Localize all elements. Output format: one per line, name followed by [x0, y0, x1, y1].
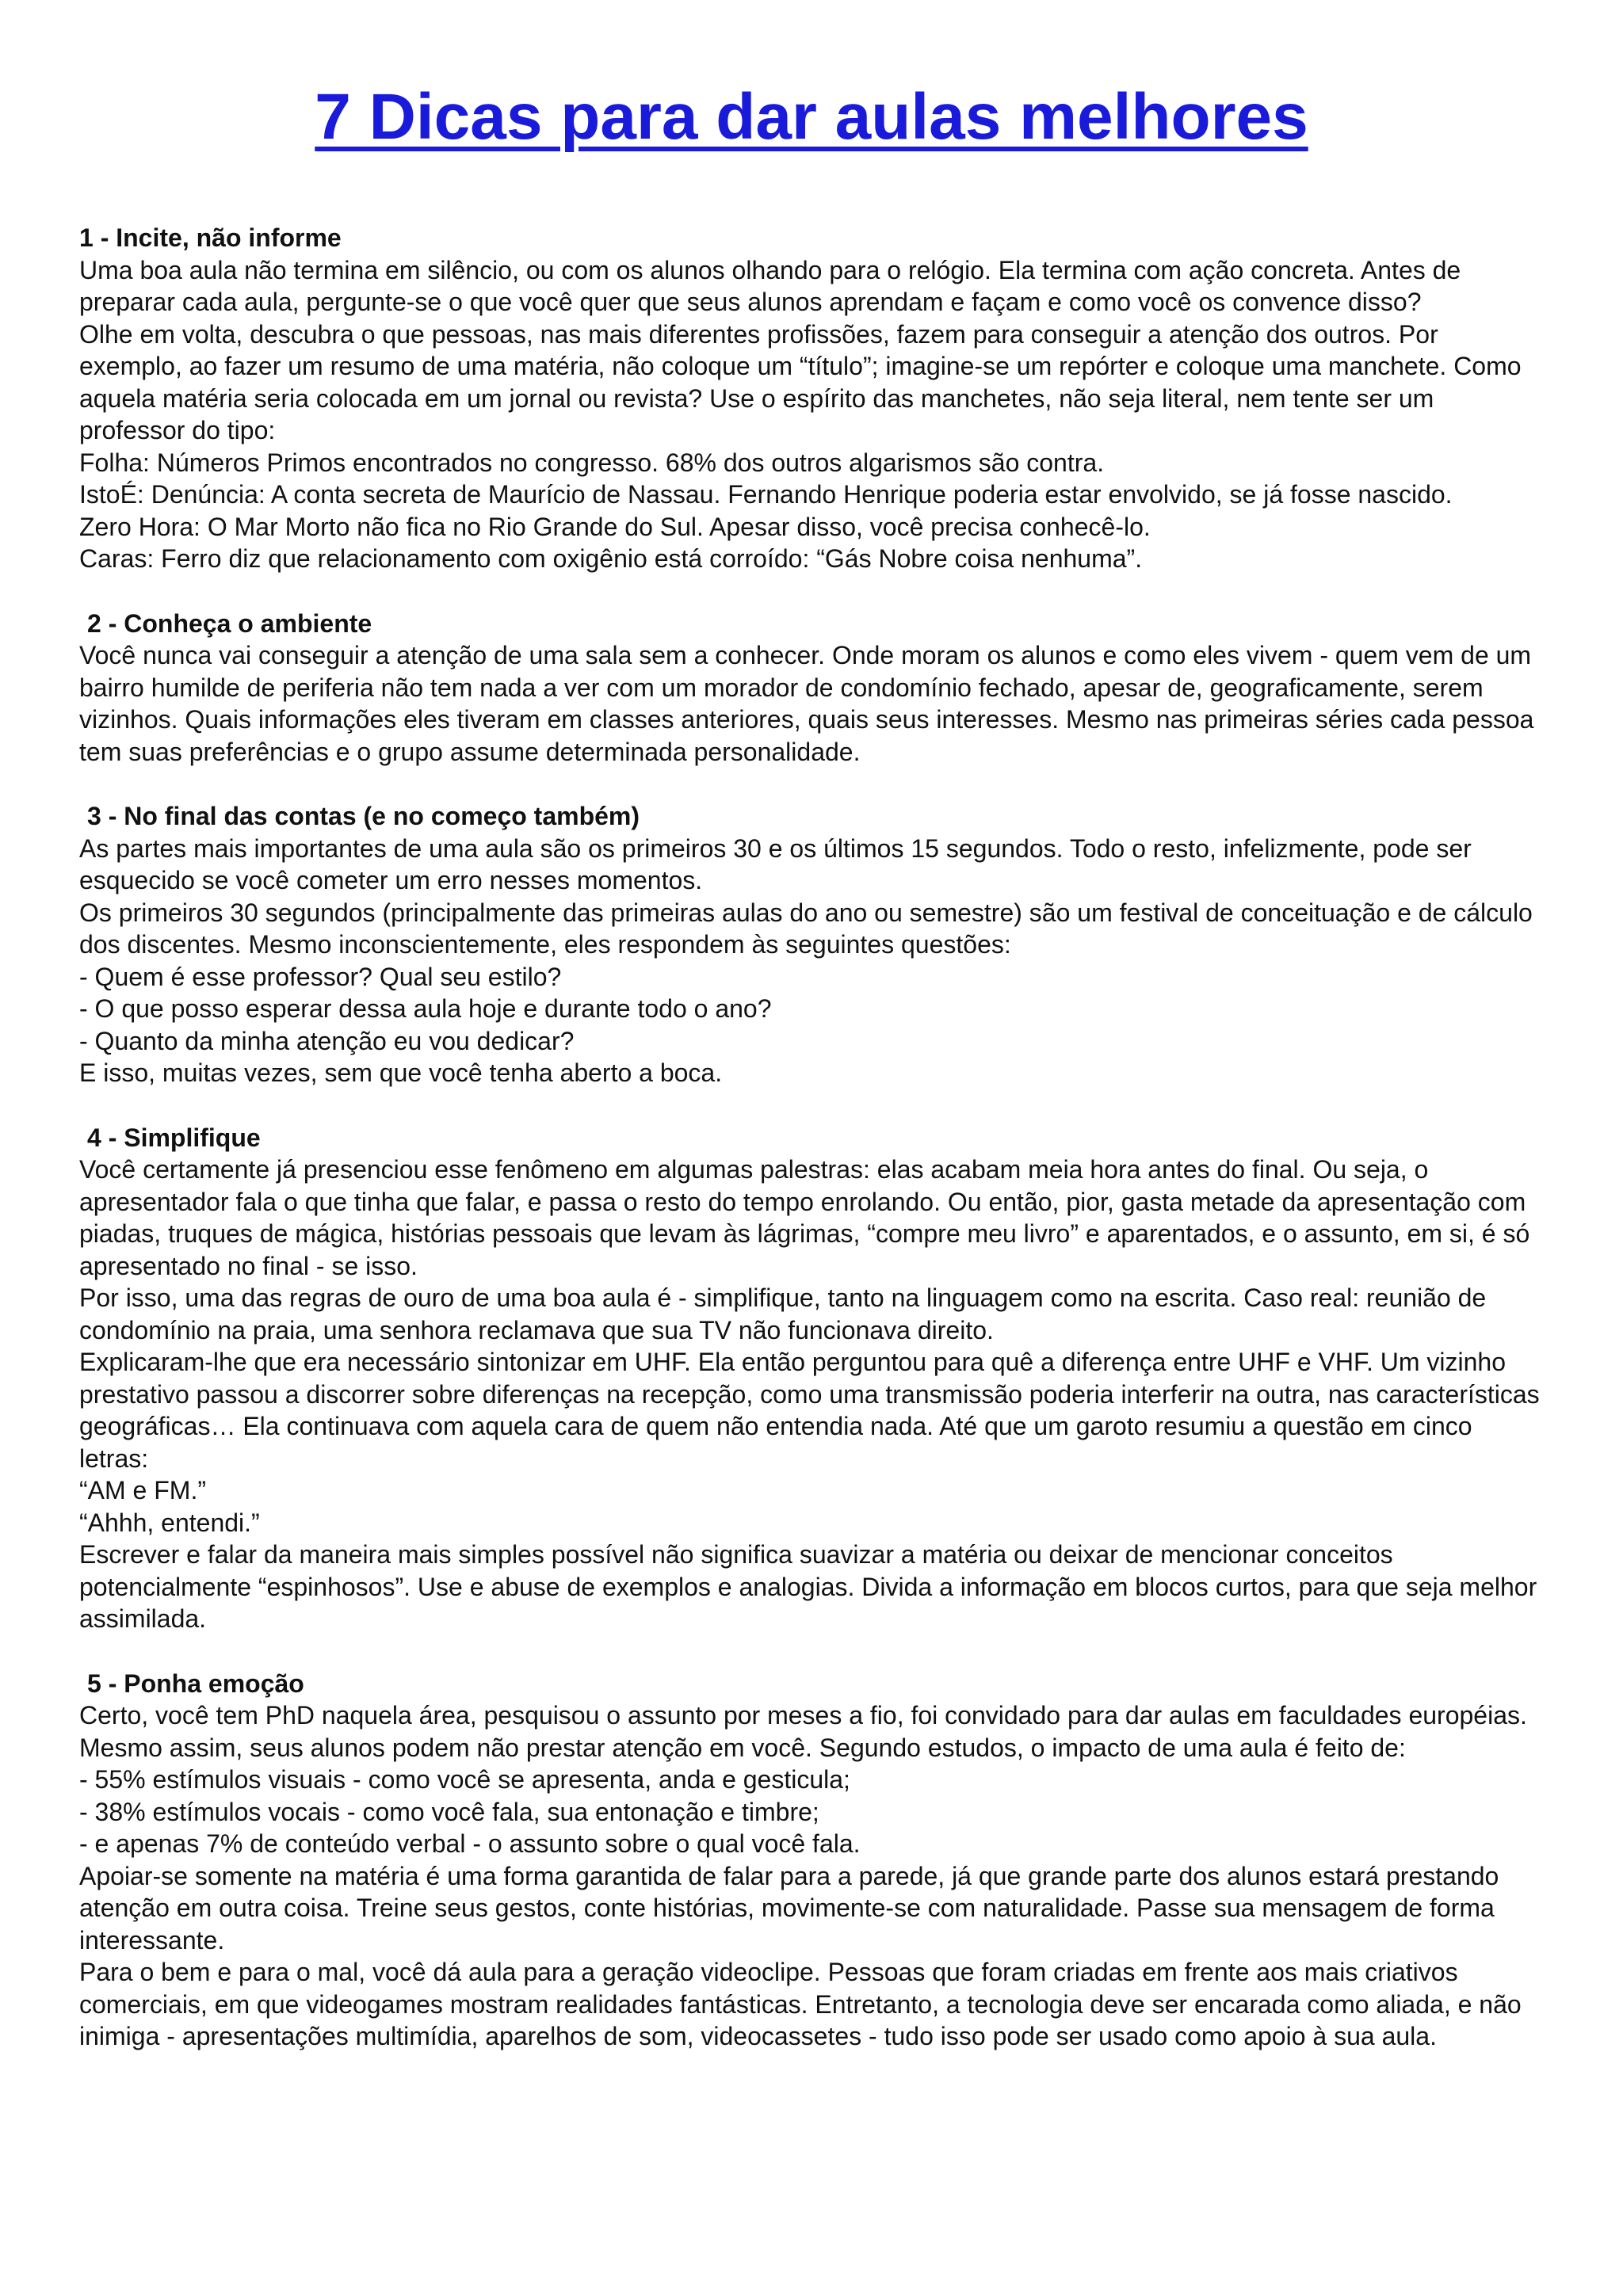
section-3 — [79, 800, 1544, 1089]
section-heading: 4 - Simplifique — [87, 1123, 261, 1152]
paragraph: Você nunca vai conseguir a atenção de uma sala sem a conhecer. Onde moram os alunos e como eles vivem - quem vem de um bairro humilde de periferia não tem nada a ver com um morador de condomínio fechado, apesar de, geograficamente, serem vizinhos. Quais informações eles tiveram em classes anteriores, quais seus interesses. Mesmo nas primeiras séries cada pessoa tem suas preferências e o grupo assume determinada personalidade. — [79, 641, 1534, 766]
paragraph: Certo, você tem PhD naquela área, pesquisou o assunto por meses a fio, foi convidado para dar aulas em faculdades européias. Mesmo assim, seus alunos podem não prestar atenção em você. Segundo estudos, o impacto de uma aula é feito de: — [79, 1701, 1527, 1762]
paragraph: Caras: Ferro diz que relacionamento com oxigênio está corroído: “Gás Nobre coisa nenhuma”. — [79, 544, 1143, 573]
paragraph: Os primeiros 30 segundos (principalmente das primeiras aulas do ano ou semestre) são um festival de conceituação e de cálculo dos discentes. Mesmo inconscientemente, eles respondem às seguintes questões: — [79, 898, 1533, 959]
section-4 — [79, 1122, 1544, 1635]
list-item: - O que posso esperar dessa aula hoje e durante todo o ano? — [79, 994, 772, 1023]
section-5 — [79, 1668, 1544, 2053]
list-item: - Quem é esse professor? Qual seu estilo? — [79, 962, 562, 991]
paragraph: E isso, muitas vezes, sem que você tenha aberto a boca. — [79, 1058, 723, 1087]
quote-line: “Ahhh, entendi.” — [79, 1508, 260, 1537]
paragraph: As partes mais importantes de uma aula são os primeiros 30 e os últimos 15 segundos. Todo o resto, infelizmente, pode ser esquecido se você cometer um erro nesses momentos. — [79, 833, 1472, 894]
section-1 — [79, 222, 1544, 575]
section-2 — [79, 608, 1544, 769]
paragraph: Folha: Números Primos encontrados no congresso. 68% dos outros algarismos são contra. — [79, 448, 1105, 477]
section-heading: 5 - Ponha emoção — [87, 1669, 304, 1698]
paragraph: Uma boa aula não termina em silêncio, ou com os alunos olhando para o relógio. Ela termina com ação concreta. Antes de preparar cada aula, pergunte-se o que você quer que seus alunos aprendam e façam e como você os convence disso? — [79, 255, 1461, 316]
quote-line: “AM e FM.” — [79, 1476, 206, 1505]
list-item: - e apenas 7% de conteúdo verbal - o assunto sobre o qual você fala. — [79, 1829, 861, 1858]
section-heading: 2 - Conheça o ambiente — [87, 608, 372, 638]
paragraph: IstoÉ: Denúncia: A conta secreta de Maurício de Nassau. Fernando Henrique poderia estar envolvido, se já fosse nascido. — [79, 480, 1453, 509]
paragraph: Zero Hora: O Mar Morto não fica no Rio Grande do Sul. Apesar disso, você precisa conhecê-lo. — [79, 512, 1151, 541]
paragraph: Por isso, uma das regras de ouro de uma boa aula é - simplifique, tanto na linguagem como na escrita. Caso real: reunião de condomínio na praia, uma senhora reclamava que sua TV não funcionava direito. — [79, 1283, 1487, 1344]
section-heading: 3 - No final das contas (e no começo também) — [87, 802, 640, 830]
paragraph: Escrever e falar da maneira mais simples possível não significa suavizar a matéria ou deixar de mencionar conceitos potencialmente “espinhosos”. Use e abuse de exemplos e analogias. Divida a informação em blocos curtos, para que seja melhor assimilada. — [79, 1540, 1537, 1633]
paragraph: Apoiar-se somente na matéria é uma forma garantida de falar para a parede, já que grande parte dos alunos estará prestando atenção em outra coisa. Treine seus gestos, conte histórias, movimente-se com naturalidade. Passe sua mensagem de forma interessante. — [79, 1861, 1499, 1955]
paragraph: Para o bem e para o mal, você dá aula para a geração videoclipe. Pessoas que foram criadas em frente aos mais criativos comerciais, em que videogames mostram realidades fantásticas. Entretanto, a tecnologia deve ser encarada como aliada, e não inimiga - apresentações multimídia, aparelhos de som, videocassetes - tudo isso pode ser usado como apoio à sua aula. — [79, 1958, 1522, 2050]
paragraph: Você certamente já presenciou esse fenômeno em algumas palestras: elas acabam meia hora antes do final. Ou seja, o apresentador fala o que tinha que falar, e passa o resto do tempo enrolando. Ou então, pior, gasta metade da apresentação com piadas, truques de mágica, histórias pessoais que levam às lágrimas, “compre meu livro” e aparentados, e o assunto, em si, é só apresentado no final - se isso. — [79, 1155, 1530, 1280]
list-item: - Quanto da minha atenção eu vou dedicar? — [79, 1026, 575, 1055]
section-heading: 1 - Incite, não informe — [79, 223, 342, 252]
list-item: - 38% estímulos vocais - como você fala, sua entonação e timbre; — [79, 1797, 819, 1826]
paragraph: Explicaram-lhe que era necessário sintonizar em UHF. Ela então perguntou para quê a diferença entre UHF e VHF. Um vizinho prestativo passou a discorrer sobre diferenças na recepção, como uma transmissão poderia interferir na outra, nas características geográficas… Ela continuava com aquela cara de quem não entendia nada. Até que um garoto resumiu a questão em cinco letras: — [79, 1348, 1540, 1473]
paragraph: Olhe em volta, descubra o que pessoas, nas mais diferentes profissões, fazem para conseguir a atenção dos outros. Por exemplo, ao fazer um resumo de uma matéria, não coloque um “título”; imagine-se um repórter e coloque uma manchete. Como aquela matéria seria colocada em um jornal ou revista? Use o espírito das manchetes, não seja literal, nem tente ser um professor do tipo: — [79, 319, 1522, 444]
list-item: - 55% estímulos visuais - como você se apresenta, anda e gesticula; — [79, 1765, 850, 1794]
document-title-link[interactable]: 7 Dicas para dar aulas melhores — [315, 81, 1308, 153]
